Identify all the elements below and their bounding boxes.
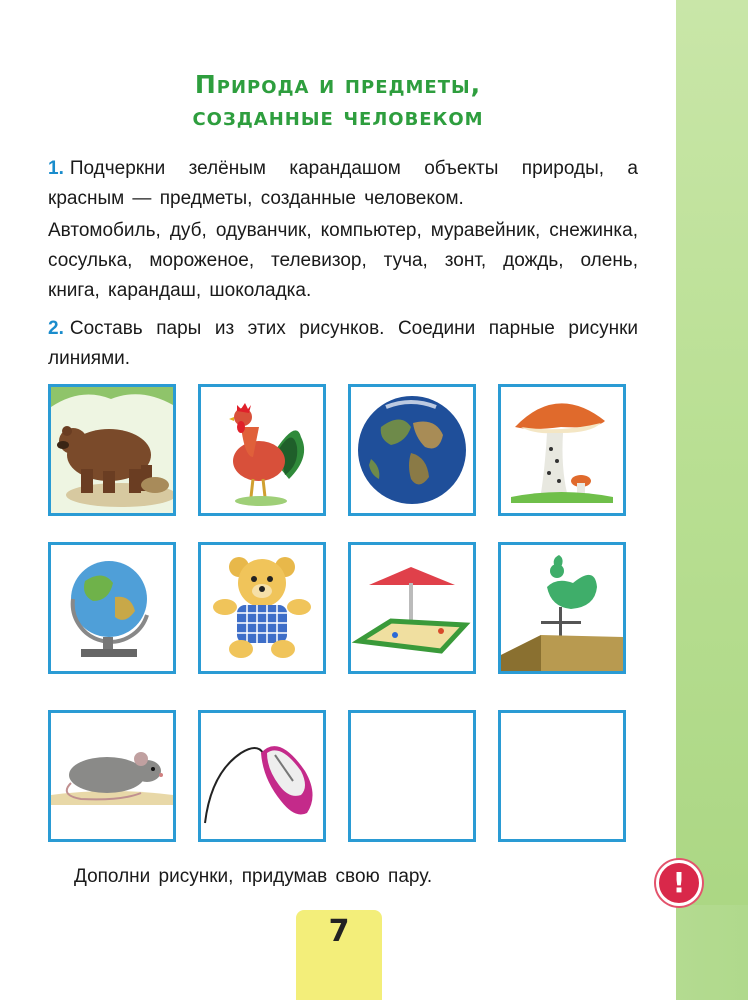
- picture-cell-earth[interactable]: [348, 384, 476, 516]
- picture-cell-sandbox-umbrella[interactable]: [348, 542, 476, 674]
- footer-instruction: Дополни рисунки, придумав свою пару.: [74, 866, 433, 887]
- page-title-line-1: Природа и предметы,: [194, 70, 482, 99]
- page-title-line-2: созданные человеком: [192, 102, 484, 131]
- mushroom-icon: [501, 387, 623, 513]
- picture-cell-mushroom[interactable]: [498, 384, 626, 516]
- right-margin-decoration: [676, 0, 748, 1000]
- picture-cell-teddy-bear[interactable]: [198, 542, 326, 674]
- task-1-text: Подчеркни зелёным карандашом объекты природы, а красным — предметы, созданные человеком.: [48, 158, 638, 209]
- rooster-weathervane-icon: [501, 545, 623, 671]
- picture-cell-rooster-weathervane[interactable]: [498, 542, 626, 674]
- mouse-animal-icon: [51, 713, 173, 839]
- computer-mouse-icon: [201, 713, 323, 839]
- page-number: 7: [296, 910, 382, 1000]
- globe-icon: [51, 545, 173, 671]
- picture-cell-mouse[interactable]: [48, 710, 176, 842]
- picture-cell-rooster[interactable]: [198, 384, 326, 516]
- earth-icon: [351, 387, 473, 513]
- task-1-word-list: Автомобиль, дуб, одуванчик, компьютер, муравейник, снежинка, сосулька, мороженое, телевизор, туча, зонт, дождь, олень, книга, карандаш, шоколадка.: [48, 220, 638, 301]
- task-1-instruction: [48, 154, 638, 214]
- bear-icon: [51, 387, 173, 513]
- teddy-bear-icon: [201, 545, 323, 671]
- task-2-number: 2.: [48, 318, 64, 339]
- picture-cell-computer-mouse[interactable]: [198, 710, 326, 842]
- rooster-icon: [201, 387, 323, 513]
- exclamation-icon: !: [656, 860, 702, 906]
- task-1-number: 1.: [48, 158, 64, 179]
- picture-cell-bear[interactable]: [48, 384, 176, 516]
- picture-cell-globe[interactable]: [48, 542, 176, 674]
- sandbox-umbrella-icon: [351, 545, 473, 671]
- task-2-text: Составь пары из этих рисунков. Соедини парные рисунки линиями.: [48, 318, 638, 369]
- task-2-instruction: [48, 314, 638, 374]
- picture-cell-empty-2[interactable]: [498, 710, 626, 842]
- picture-cell-empty-1[interactable]: [348, 710, 476, 842]
